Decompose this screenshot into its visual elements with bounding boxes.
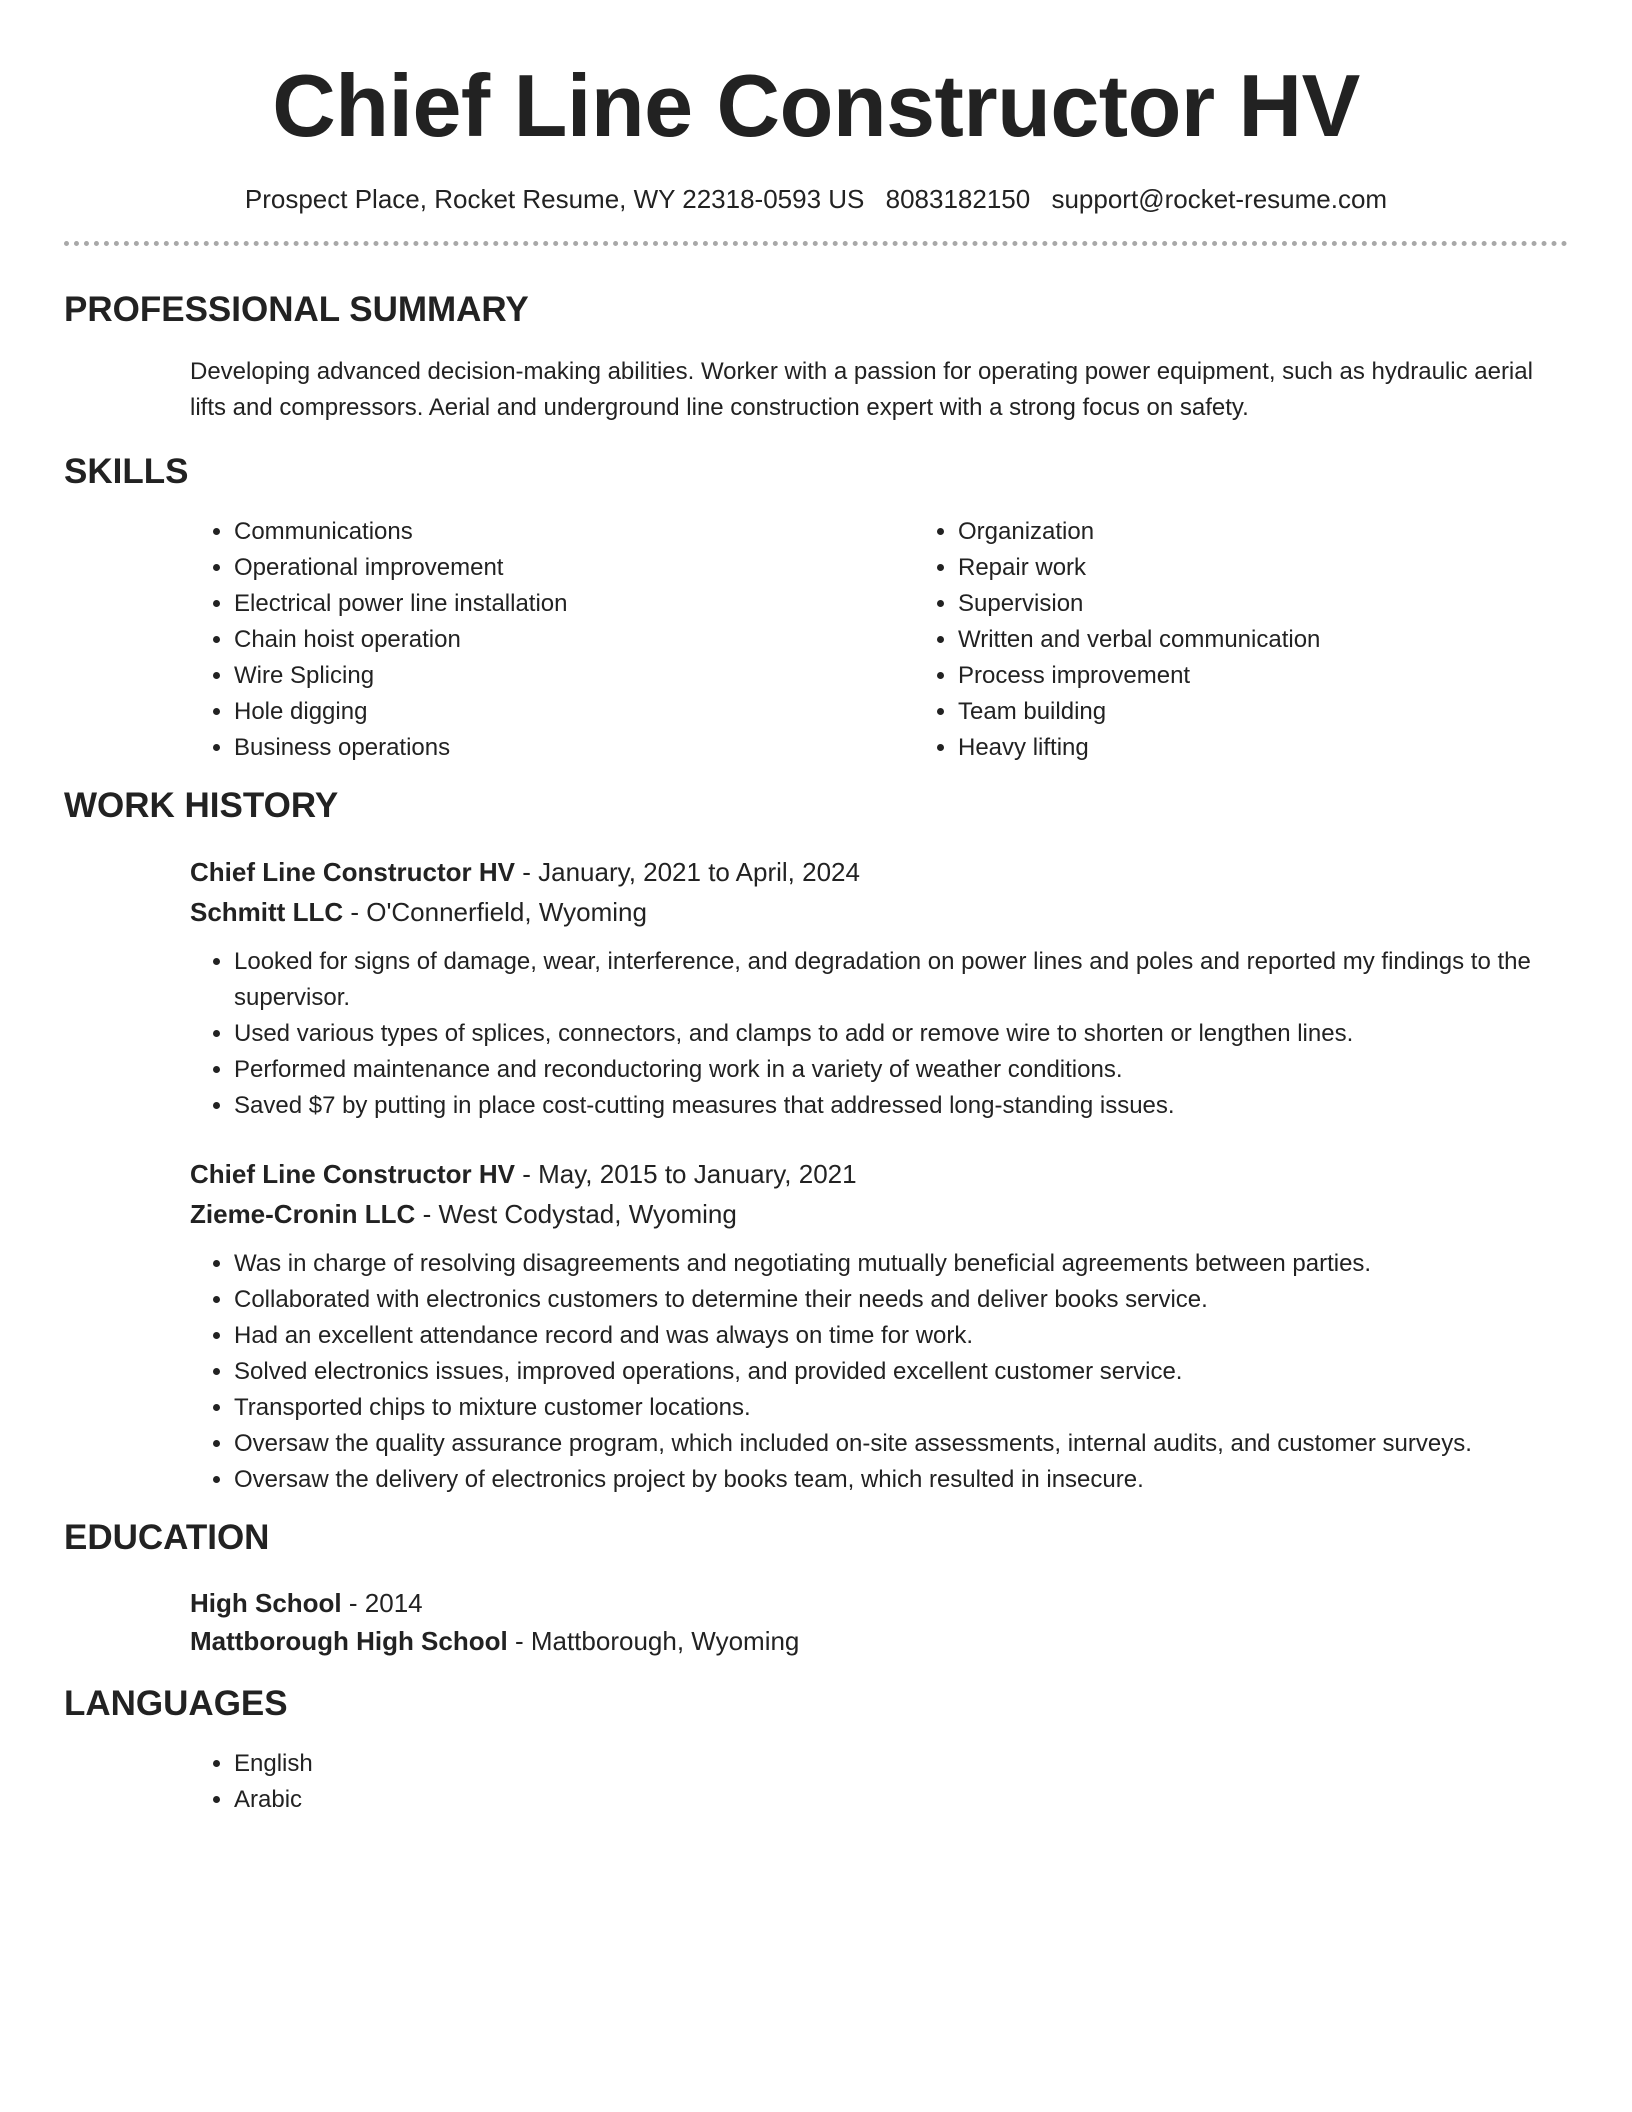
job-title-line — [190, 1154, 1568, 1194]
education-degree: High School — [190, 1588, 342, 1618]
contact-address: Prospect Place, Rocket Resume, WY 22318-0593 US — [244, 184, 865, 214]
skills-columns — [64, 514, 1568, 766]
job-bullet: • Was in charge of resolving disagreements and negotiating mutually beneficial agreements between parties. — [234, 1246, 1472, 1282]
skill-item: • Operational improvement — [234, 550, 914, 586]
skill-item: • Hole digging — [234, 694, 914, 730]
header-divider — [64, 241, 1568, 246]
education-heading: EDUCATION — [64, 1518, 270, 1557]
education-degree-line — [190, 1584, 1568, 1622]
job-bullet: • Collaborated with electronics customers to determine their needs and deliver books service. — [234, 1282, 1472, 1318]
job-role: Chief Line Constructor HV — [190, 1159, 516, 1189]
job-company: Schmitt LLC — [190, 897, 344, 927]
job-title-line — [190, 852, 1568, 892]
job-bullet: • Solved electronics issues, improved operations, and provided excellent customer service. — [234, 1354, 1472, 1390]
job-location: - West Codystad, Wyoming — [415, 1199, 737, 1229]
job-dates: - May, 2015 to January, 2021 — [515, 1159, 857, 1189]
skill-item: • Repair work — [958, 550, 1320, 586]
language-item: • Arabic — [234, 1782, 313, 1818]
job-bullet: • Saved $7 by putting in place cost-cutting measures that addressed long-standing issues. — [234, 1088, 1568, 1124]
skill-item: • Communications — [234, 514, 914, 550]
language-item: • English — [234, 1746, 313, 1782]
skill-item: • Business operations — [234, 730, 914, 766]
education-location: - Mattborough, Wyoming — [507, 1626, 800, 1656]
skill-item: • Organization — [958, 514, 1320, 550]
job-bullets-wrap — [64, 1246, 1568, 1498]
summary-heading: PROFESSIONAL SUMMARY — [64, 290, 529, 329]
summary-text: Developing advanced decision-making abilities. Worker with a passion for operating power equipment, such as hydraulic aerial lifts and compressors. Aerial and underground line construction expert with a strong focus on safety. — [190, 358, 1533, 421]
job-bullet: • Used various types of splices, connectors, and clamps to add or remove wire to shorten or lengthen lines. — [234, 1016, 1568, 1052]
job-bullet: • Performed maintenance and reconductoring work in a variety of weather conditions. — [234, 1052, 1568, 1088]
job-company-line — [190, 1194, 1568, 1234]
job-dates: - January, 2021 to April, 2024 — [515, 857, 860, 887]
skills-heading: SKILLS — [64, 452, 189, 491]
contact-phone: 8083182150 — [885, 184, 1031, 214]
job-bullet: • Had an excellent attendance record and was always on time for work. — [234, 1318, 1472, 1354]
job-bullet: • Oversaw the delivery of electronics project by books team, which resulted in insecure. — [234, 1462, 1472, 1498]
job-header — [64, 852, 1568, 932]
education-school: Mattborough High School — [190, 1626, 508, 1656]
job-bullets-wrap — [64, 944, 1568, 1124]
languages-heading: LANGUAGES — [64, 1684, 288, 1723]
job-company-line — [190, 892, 1568, 932]
skill-item: • Supervision — [958, 586, 1320, 622]
skill-item: • Process improvement — [958, 658, 1320, 694]
job-bullet: • Looked for signs of damage, wear, interference, and degradation on power lines and poles and reported my findings to the supervisor. — [234, 944, 1568, 1016]
skill-item: • Wire Splicing — [234, 658, 914, 694]
job-bullet: • Transported chips to mixture customer locations. — [234, 1390, 1472, 1426]
job-bullets — [190, 944, 1568, 1124]
job-bullet: • Oversaw the quality assurance program, which included on-site assessments, internal audits, and customer surveys. — [234, 1426, 1472, 1462]
education-entry — [64, 1584, 1568, 1660]
skill-item: • Electrical power line installation — [234, 586, 914, 622]
job-location: - O'Connerfield, Wyoming — [343, 897, 647, 927]
skill-item: • Written and verbal communication — [958, 622, 1320, 658]
contact-line — [64, 184, 1568, 215]
education-year: - 2014 — [341, 1588, 423, 1618]
skill-item: • Team building — [958, 694, 1320, 730]
work-history-heading: WORK HISTORY — [64, 786, 339, 825]
skill-item: • Chain hoist operation — [234, 622, 914, 658]
skills-list-left — [190, 514, 914, 766]
skill-item: • Heavy lifting — [958, 730, 1320, 766]
education-school-line — [190, 1622, 1568, 1660]
languages-list — [190, 1746, 313, 1818]
job-bullets — [190, 1246, 1472, 1498]
languages-wrap — [64, 1746, 1568, 1818]
contact-email: support@rocket-resume.com — [1051, 184, 1388, 214]
candidate-name: Chief Line Constructor HV — [272, 56, 1360, 155]
job-role: Chief Line Constructor HV — [190, 857, 516, 887]
job-company: Zieme-Cronin LLC — [190, 1199, 416, 1229]
job-header — [64, 1154, 1568, 1234]
skills-list-right — [914, 514, 1320, 766]
